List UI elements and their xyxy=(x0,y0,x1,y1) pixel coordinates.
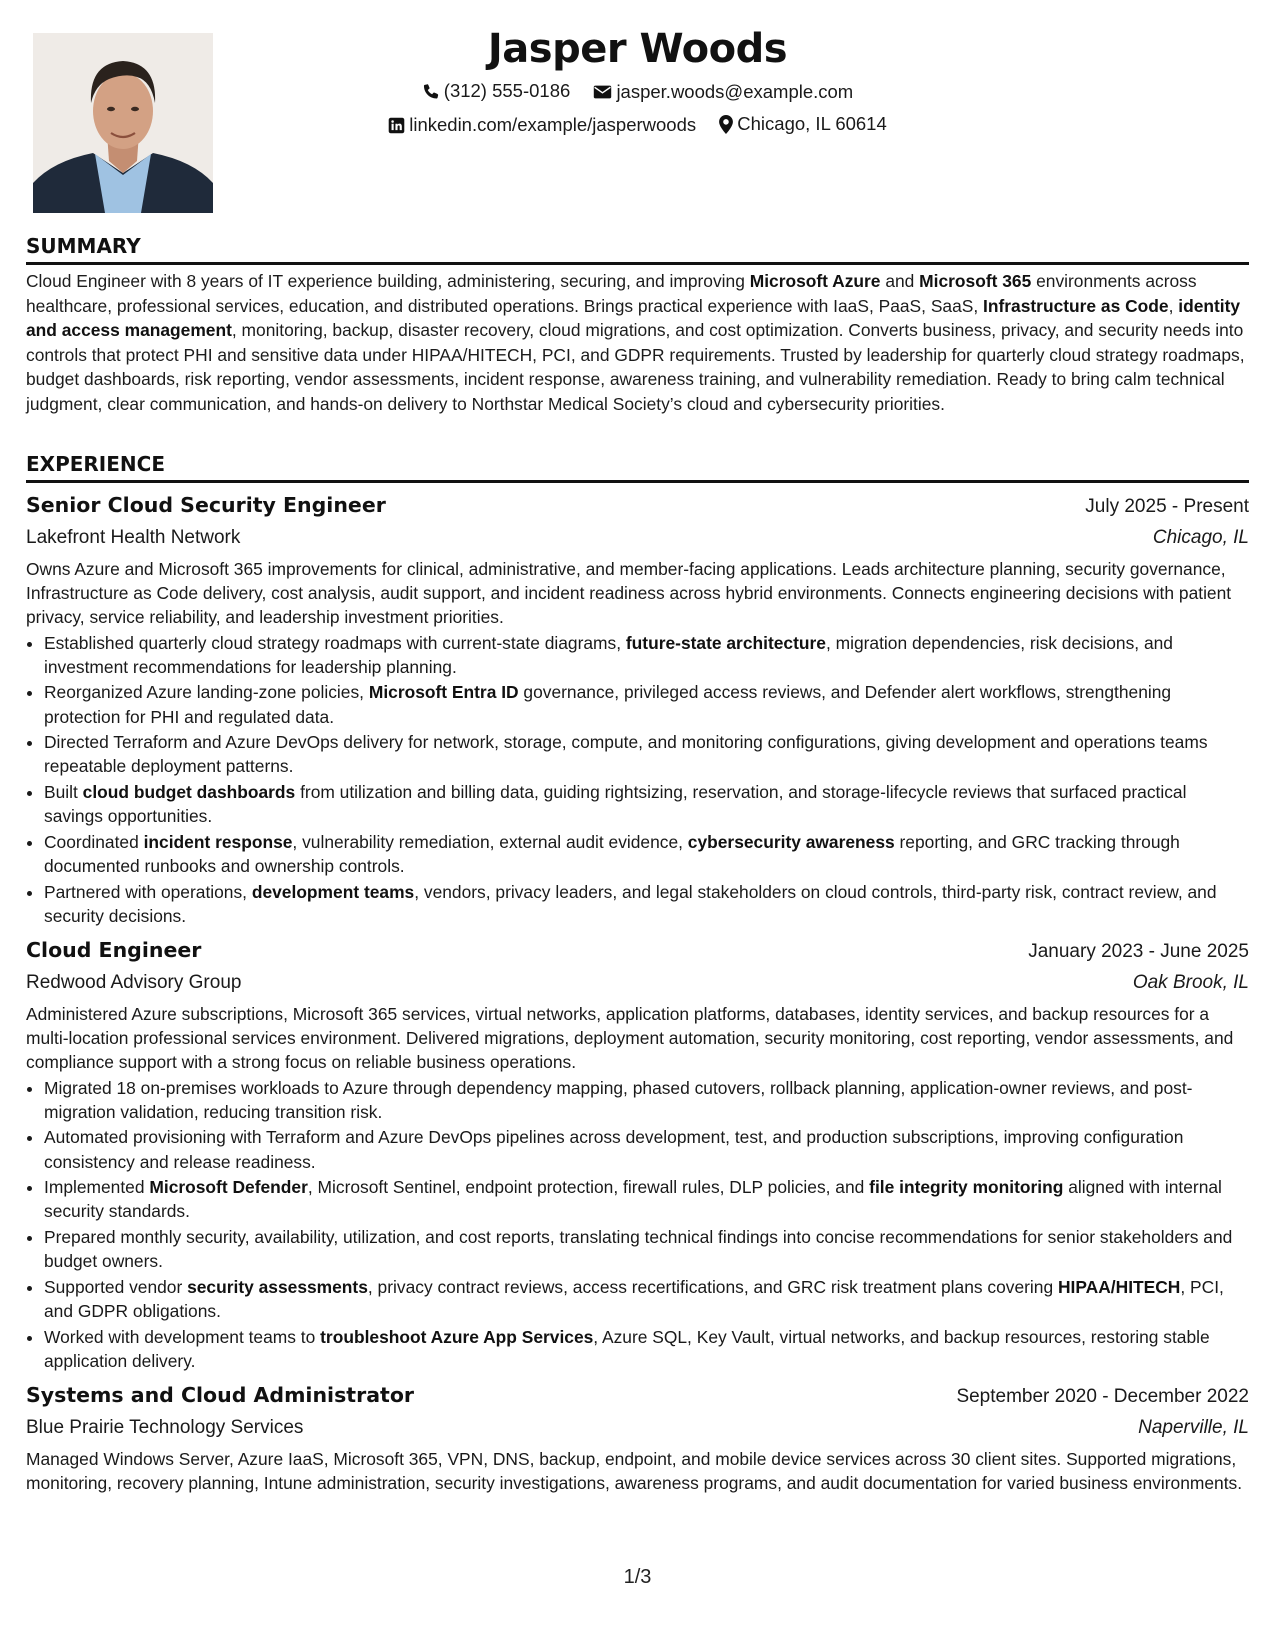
job-bullet: • Reorganized Azure landing-zone policies, Microsoft Entra ID governance, privileged access reviews, and Defender alert workflows, strengthening protection for PHI and regulated data. xyxy=(44,680,1249,728)
job-company-row xyxy=(26,968,1249,998)
page-number: 1/3 xyxy=(623,1566,652,1588)
job-location: Naperville, IL xyxy=(1138,1417,1249,1438)
linkedin-url[interactable]: linkedin.com/example/jasperwoods xyxy=(409,114,697,135)
job-company: Lakefront Health Network xyxy=(26,527,241,548)
experience-section xyxy=(26,450,1249,1495)
job-entry xyxy=(26,1379,1249,1495)
job-bullet: • Built cloud budget dashboards from utilization and billing data, guiding rightsizing, reservation, and storage-lifecycle reviews that surfaced practical savings opportunities. xyxy=(44,780,1249,828)
job-bullet-list xyxy=(26,1076,1249,1373)
job-description: Managed Windows Server, Azure IaaS, Microsoft 365, VPN, DNS, backup, endpoint, and mobile device services across 30 client sites. Supported migrations, monitoring, recovery planning, Intune administration, security investigations, awareness programs, and audit documentation for varied business environments. xyxy=(26,1449,1243,1494)
job-bullet: • Worked with development teams to troubleshoot Azure App Services, Azure SQL, Key Vault, virtual networks, and backup resources, restoring stable application delivery. xyxy=(44,1325,1249,1373)
candidate-name: Jasper Woods xyxy=(487,26,788,72)
email-contact[interactable] xyxy=(593,77,853,107)
job-title: Cloud Engineer xyxy=(26,938,202,962)
section-title-experience: EXPERIENCE xyxy=(26,450,1249,483)
job-bullet: • Supported vendor security assessments, privacy contract reviews, access recertifications, and GRC risk treatment plans covering HIPAA/HITECH, PCI, and GDPR obligations. xyxy=(44,1275,1249,1323)
job-dates: September 2020 - December 2022 xyxy=(956,1386,1249,1407)
job-bullet: • Prepared monthly security, availability, utilization, and cost reports, translating technical findings into concise recommendations for senior stakeholders and budget owners. xyxy=(44,1225,1249,1273)
job-entry xyxy=(26,934,1249,1373)
summary-section xyxy=(26,232,1249,417)
envelope-icon xyxy=(593,84,612,100)
job-company: Redwood Advisory Group xyxy=(26,972,242,993)
contact-line-1 xyxy=(26,76,1249,109)
map-pin-icon xyxy=(719,115,733,134)
job-title: Systems and Cloud Administrator xyxy=(26,1383,415,1407)
job-company: Blue Prairie Technology Services xyxy=(26,1417,304,1438)
phone-number: (312) 555-0186 xyxy=(443,80,571,101)
phone-icon xyxy=(422,82,440,100)
email-address[interactable]: jasper.woods@example.com xyxy=(616,81,854,102)
job-bullet: • Automated provisioning with Terraform and Azure DevOps pipelines across development, test, and production subscriptions, improving configuration consistency and release readiness. xyxy=(44,1125,1249,1173)
section-title-summary: SUMMARY xyxy=(26,232,1249,265)
job-description: Owns Azure and Microsoft 365 improvements for clinical, administrative, and member-facing applications. Leads architecture planning, security governance, Infrastructure as Code delivery, cost analysis, audit support, and incident readiness across hybrid environments. Connects engineering decisions with patient privacy, service reliability, and leadership investment priorities. xyxy=(26,559,1232,628)
contact-line-2 xyxy=(26,109,1249,143)
job-header-row xyxy=(26,934,1249,968)
linkedin-contact[interactable] xyxy=(388,110,696,140)
job-company-row xyxy=(26,1413,1249,1443)
job-header-row xyxy=(26,489,1249,523)
job-header-row xyxy=(26,1379,1249,1413)
job-bullet: • Established quarterly cloud strategy roadmaps with current-state diagrams, future-state architecture, migration dependencies, risk decisions, and investment recommendations for leadership planning. xyxy=(44,631,1249,679)
job-entry xyxy=(26,489,1249,928)
linkedin-icon xyxy=(388,117,405,134)
job-bullet: • Directed Terraform and Azure DevOps delivery for network, storage, compute, and monitoring configurations, giving development and operations teams repeatable deployment patterns. xyxy=(44,730,1249,778)
job-title: Senior Cloud Security Engineer xyxy=(26,493,386,517)
job-bullet: • Coordinated incident response, vulnerability remediation, external audit evidence, cybersecurity awareness reporting, and GRC tracking through documented runbooks and ownership controls. xyxy=(44,830,1249,878)
resume-page xyxy=(26,0,1249,1650)
job-bullet: • Partnered with operations, development teams, vendors, privacy leaders, and legal stakeholders on cloud controls, third-party risk, contract review, and security decisions. xyxy=(44,880,1249,928)
location-contact xyxy=(719,109,886,139)
resume-header xyxy=(26,22,1249,143)
job-company-row xyxy=(26,523,1249,553)
job-list xyxy=(26,489,1249,1495)
phone-contact xyxy=(422,76,571,106)
job-bullet: • Migrated 18 on-premises workloads to Azure through dependency mapping, phased cutovers, rollback planning, application-owner reviews, and post-migration validation, reducing transition risk. xyxy=(44,1076,1249,1124)
job-description: Administered Azure subscriptions, Microsoft 365 services, virtual networks, application platforms, databases, identity services, and backup resources for a multi-location professional services environment. Delivered migrations, deployment automation, security monitoring, cost reporting, vendor assessments, and compliance support with a strong focus on reliable business operations. xyxy=(26,1004,1234,1073)
location-text: Chicago, IL 60614 xyxy=(737,113,887,134)
summary-text: Cloud Engineer with 8 years of IT experience building, administering, securing, and improving Microsoft Azure and Microsoft 365 environments across healthcare, professional services, education, and distributed operations. Brings practical experience with IaaS, PaaS, SaaS, Infrastructure as Code, identity and access management, monitoring, backup, disaster recovery, cloud migrations, and cost optimization. Converts business, privacy, and security needs into controls that protect PHI and sensitive data under HIPAA/HITECH, PCI, and GDPR requirements. Trusted by leadership for quarterly cloud strategy roadmaps, budget dashboards, risk reporting, vendor assessments, incident response, awareness training, and vulnerability remediation. Ready to bring calm technical judgment, clear communication, and hands-on delivery to Northstar Medical Society’s cloud and cybersecurity priorities. xyxy=(26,271,1245,414)
job-location: Oak Brook, IL xyxy=(1132,972,1249,993)
job-dates: July 2025 - Present xyxy=(1085,496,1249,517)
job-bullet-list xyxy=(26,631,1249,928)
job-location: Chicago, IL xyxy=(1152,527,1249,548)
job-dates: January 2023 - June 2025 xyxy=(1028,941,1249,962)
job-bullet: • Implemented Microsoft Defender, Microsoft Sentinel, endpoint protection, firewall rules, DLP policies, and file integrity monitoring aligned with internal security standards. xyxy=(44,1175,1249,1223)
